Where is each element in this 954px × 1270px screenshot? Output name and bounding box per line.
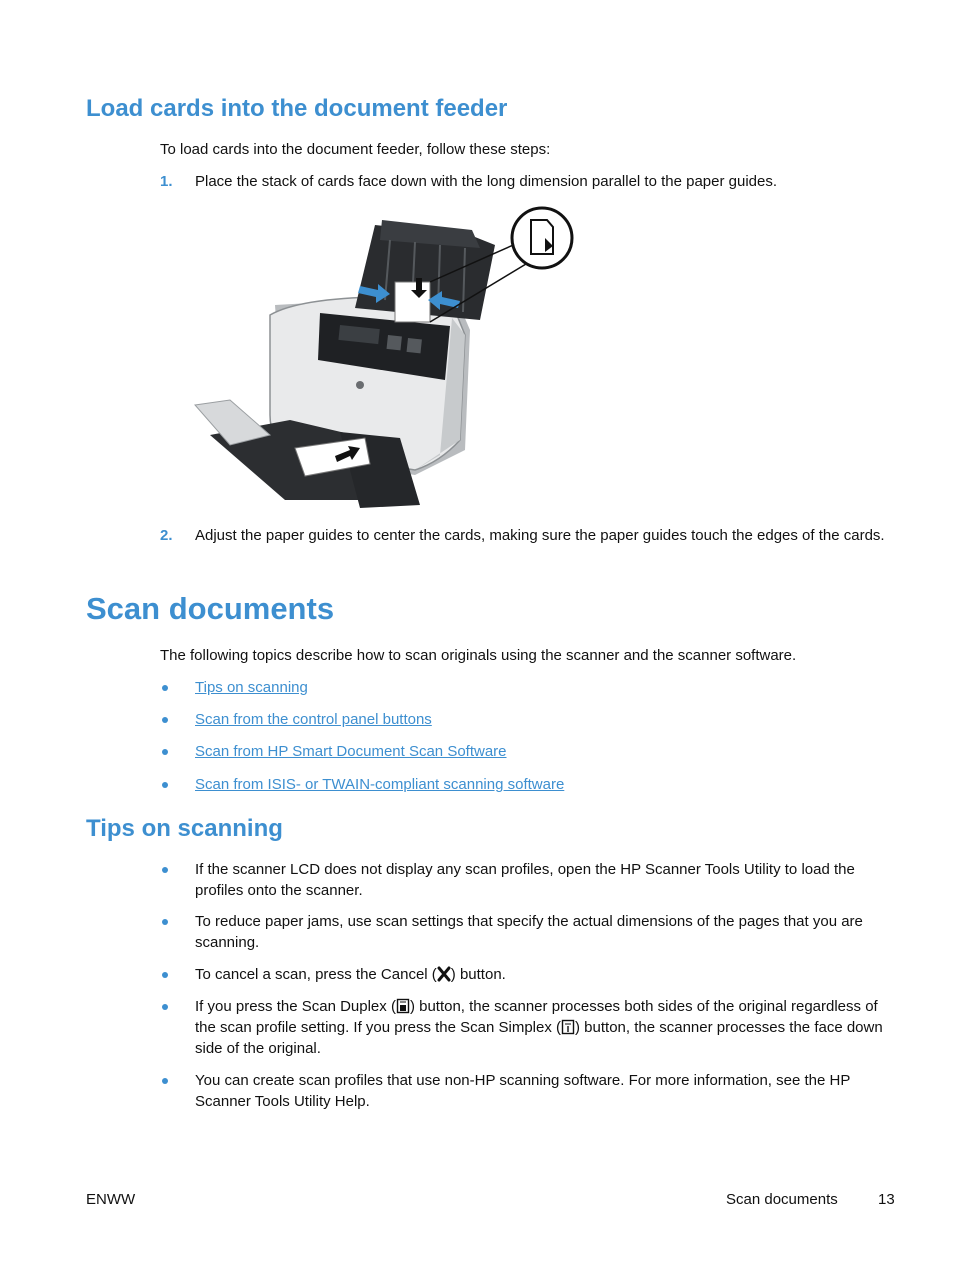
tip-item-cancel [195, 964, 885, 985]
tip-item-last: You can create scan profiles that use non-HP scanning software. For more information, see the HP Scanner Tools Utility Help. [195, 1072, 851, 1110]
footer-section: Scan documents [726, 1191, 838, 1208]
tip-cancel-text-after: ) button. [450, 966, 506, 983]
scan-duplex-icon [396, 998, 410, 1014]
step-text-2: Adjust the paper guides to center the cards, making sure the paper guides touch the edges of the cards. [195, 527, 885, 544]
step-number-2: 2. [160, 527, 173, 544]
link-scan-control-panel[interactable]: Scan from the control panel buttons [195, 711, 432, 728]
load-cards-intro: To load cards into the document feeder, follow these steps: [160, 141, 551, 158]
link-scan-hp-smart[interactable]: Scan from HP Smart Document Scan Software [195, 743, 507, 760]
footer-left: ENWW [86, 1191, 136, 1208]
bullet-icon [162, 867, 168, 873]
bullet-icon [162, 717, 168, 723]
tip-item-duplex [195, 996, 885, 1059]
tip-duplex-text-b: ) button, the scanner processes both sides of the original regardless of the scan profile setting. If you press the Scan Simplex ( [195, 998, 878, 1036]
bullet-icon [162, 919, 168, 925]
scan-documents-intro: The following topics describe how to scan originals using the scanner and the scanner software. [160, 647, 797, 664]
tip-item-2: To reduce paper jams, use scan settings that specify the actual dimensions of the pages that you are scanning. [195, 913, 863, 951]
step-number-1: 1. [160, 173, 173, 190]
scanner-illustration [190, 200, 590, 515]
section-heading-scan-documents: Scan documents [86, 591, 335, 626]
tip-duplex-text-a: If you press the Scan Duplex ( [195, 998, 396, 1015]
section-heading-tips: Tips on scanning [86, 815, 283, 842]
tip-item-1: If the scanner LCD does not display any scan profiles, open the HP Scanner Tools Utility to load the profiles onto the scanner. [195, 861, 855, 899]
scan-simplex-icon [561, 1019, 575, 1035]
bullet-icon [162, 1004, 168, 1010]
bullet-icon [162, 749, 168, 755]
link-tips-on-scanning[interactable]: Tips on scanning [195, 679, 308, 696]
link-scan-isis-twain[interactable]: Scan from ISIS- or TWAIN-compliant scanning software [195, 776, 565, 793]
cancel-icon [437, 966, 451, 982]
bullet-icon [162, 1078, 168, 1084]
bullet-icon [162, 972, 168, 978]
page-number: 13 [878, 1191, 895, 1208]
bullet-icon [162, 685, 168, 691]
tip-cancel-text-before: To cancel a scan, press the Cancel ( [195, 966, 437, 983]
section-heading-load-cards: Load cards into the document feeder [86, 95, 508, 122]
bullet-icon [162, 782, 168, 788]
step-text-1: Place the stack of cards face down with the long dimension parallel to the paper guides. [195, 173, 778, 190]
tip-duplex-text-c: ) button, the scanner processes the face down side of the original. [195, 1019, 883, 1057]
